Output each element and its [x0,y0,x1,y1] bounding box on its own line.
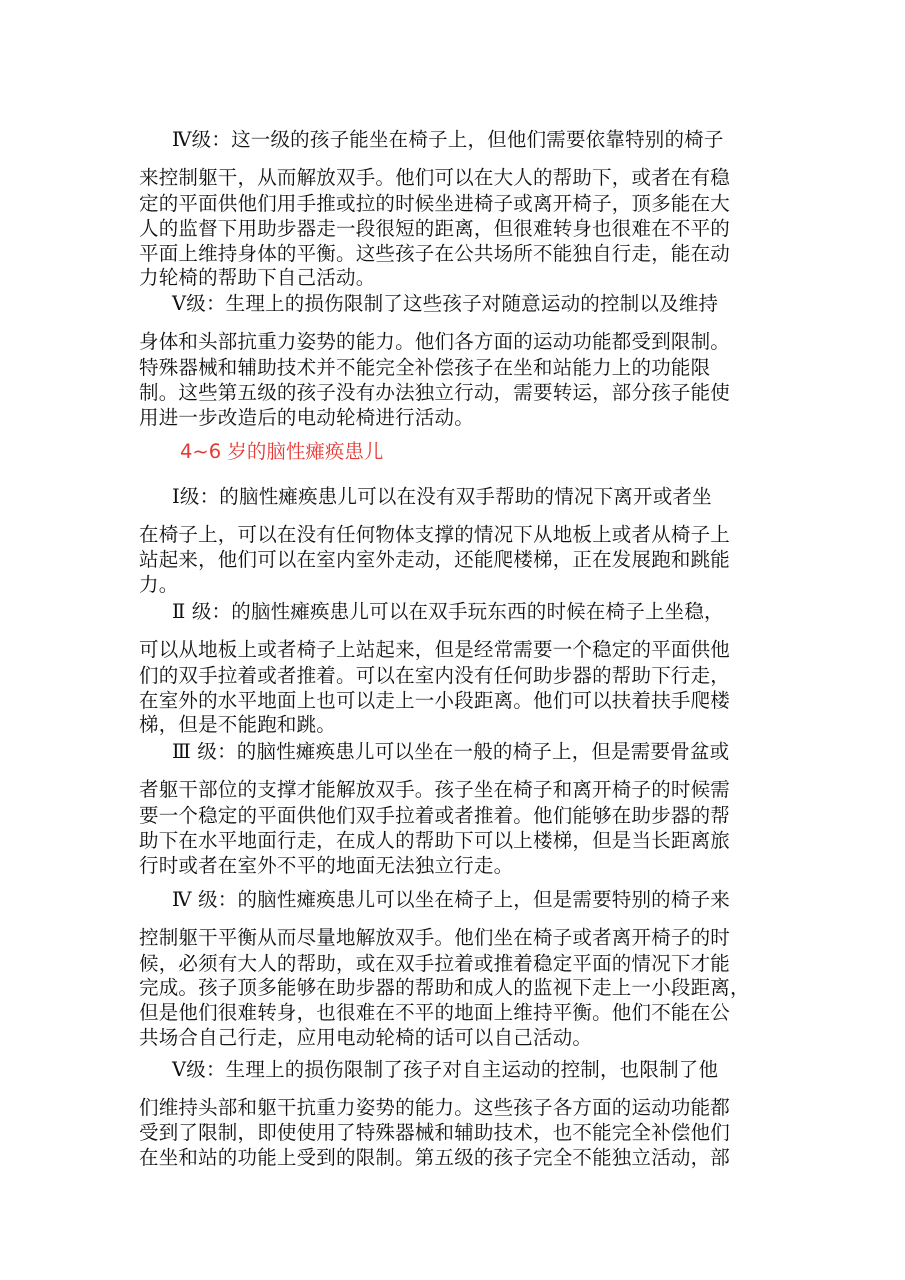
text-line: Ⅱ 级：的脑性瘫痪患儿可以在双手玩东西的时候在椅子上坐稳， [172,600,724,623]
text-line: 助下在水平地面行走，在成人的帮助下可以上楼梯，但是当长距离旅 [139,829,731,852]
text-line: 们的双手拉着或者推着。可以在室内没有任何助步器的帮助下行走， [139,664,731,687]
text-line: 者躯干部位的支撑才能解放双手。孩子坐在椅子和离开椅子的时候需 [139,778,731,801]
text-line: Ⅳ级：这一级的孩子能坐在椅子上，但他们需要依靠特别的椅子 [172,128,724,151]
section-heading: 4~6 岁的脑性瘫痪患儿 [180,440,384,463]
text-line: 特殊器械和辅助技术并不能完全补偿孩子在坐和站能力上的功能限 [139,356,711,379]
text-line: 完成。孩子顶多能够在助步器的帮助和成人的监视下走上一小段距离， [139,976,750,999]
text-line: 站起来，他们可以在室内室外走动，还能爬楼梯，正在发展跑和跳能 [139,548,731,571]
text-line: 力轮椅的帮助下自己活动。 [139,266,376,289]
text-line: 但是他们很难转身，也很难在不平的地面上维持平衡。他们不能在公 [139,1001,731,1024]
text-line: 制。这些第五级的孩子没有办法独立行动，需要转运，部分孩子能使 [139,381,731,404]
text-line: Ⅲ 级：的脑性瘫痪患儿可以坐在一般的椅子上，但是需要骨盆或 [172,740,730,763]
text-line: 在椅子上，可以在没有任何物体支撑的情况下从地板上或者从椅子上 [139,523,731,546]
text-line: 平面上维持身体的平衡。这些孩子在公共场所不能独自行走，能在动 [139,242,731,265]
text-line: 行时或者在室外不平的地面无法独立行走。 [139,854,514,877]
text-line: 在室外的水平地面上也可以走上一小段距离。他们可以扶着扶手爬楼 [139,689,731,712]
text-line: Ⅴ级：生理上的损伤限制了孩子对自主运动的控制，也限制了他 [172,1058,719,1081]
text-line: 人的监督下用助步器走一段很短的距离，但很难转身也很难在不平的 [139,217,731,240]
text-line: 受到了限制，即使使用了特殊器械和辅助技术，也不能完全补偿他们 [139,1121,731,1144]
text-line: 梯，但是不能跑和跳。 [139,713,337,736]
text-line: 用进一步改造后的电动轮椅进行活动。 [139,406,474,429]
text-line: 们维持头部和躯干抗重力姿势的能力。这些孩子各方面的运动功能都 [139,1096,731,1119]
text-line: 共场合自己行走，应用电动轮椅的话可以自己活动。 [139,1026,593,1049]
text-line: 身体和头部抗重力姿势的能力。他们各方面的运动功能都受到限制。 [139,330,731,353]
text-line: Ⅰ级：的脑性瘫痪患儿可以在没有双手帮助的情况下离开或者坐 [172,485,712,508]
text-line: 在坐和站的功能上受到的限制。第五级的孩子完全不能独立活动，部 [139,1146,731,1169]
text-line: 要一个稳定的平面供他们双手拉着或者推着。他们能够在助步器的帮 [139,804,731,827]
text-line: Ⅴ级：生理上的损伤限制了这些孩子对随意运动的控制以及维持 [172,292,719,315]
text-line: 可以从地板上或者椅子上站起来，但是经常需要一个稳定的平面供他 [139,638,731,661]
text-line: 来控制躯干，从而解放双手。他们可以在大人的帮助下，或者在有稳 [139,166,731,189]
text-line: 定的平面供他们用手推或拉的时候坐进椅子或离开椅子，顶多能在大 [139,192,731,215]
text-line: 力。 [139,573,179,596]
text-line: Ⅳ 级：的脑性瘫痪患儿可以坐在椅子上，但是需要特别的椅子来 [172,888,730,911]
text-line: 候，必须有大人的帮助，或在双手拉着或推着稳定平面的情况下才能 [139,952,731,975]
text-line: 控制躯干平衡从而尽量地解放双手。他们坐在椅子或者离开椅子的时 [139,926,731,949]
